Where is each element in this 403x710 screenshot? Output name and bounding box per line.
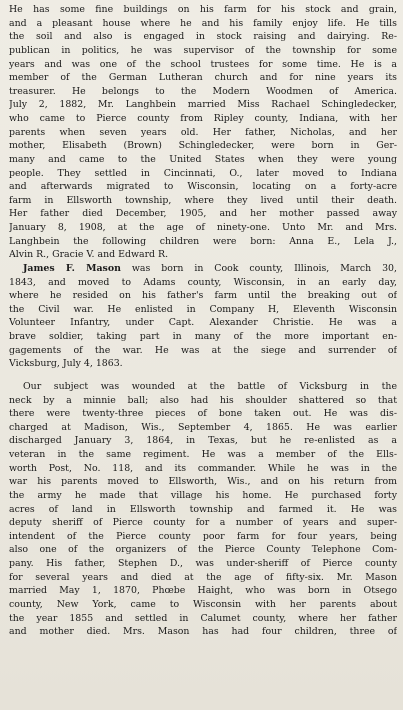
text-line: the army he made that village his home. He purchased forty	[9, 489, 397, 501]
text-line: where he resided on his father's farm until the breaking out of	[9, 290, 397, 302]
text-line: parents when seven years old. Her father, Nicholas, and her	[9, 126, 397, 138]
text-line: Vicksburg, July 4, 1863.	[9, 358, 123, 370]
text-line: for several years and died at the age of fifty-six. Mr. Mason	[9, 571, 397, 583]
text-line: veteran in the same regiment. He was a member of the Ells-	[9, 449, 397, 460]
text-line: who came to Pierce county from Ripley county, Indiana, with her	[9, 113, 397, 124]
text-line: publican in politics, he was supervisor of the township for some	[9, 44, 397, 56]
text-line: Her father died December, 1905, and her mother passed away	[9, 208, 397, 220]
text-line: discharged January 3, 1864, in Texas, but he re-enlisted as a	[9, 435, 397, 447]
text-line: charged at Madison, Wis., September 4, 1865. He was earlier	[9, 421, 397, 433]
text-line: brave soldier, taking part in many of the more important en-	[9, 331, 397, 342]
text-line: Alvin R., Gracie V. and Edward R.	[9, 249, 169, 261]
text-line: there were twenty-three pieces of bone taken out. He was dis-	[9, 408, 397, 420]
paragraph-gap	[9, 371, 397, 380]
text-line: worth Post, No. 118, and its commander. While he was in the	[9, 462, 397, 474]
text-line: intendent of the Pierce county poor farm for four years, being	[9, 530, 397, 542]
text-line: July 2, 1882, Mr. Langhbein married Miss Rachael Schingledecker,	[9, 99, 397, 111]
body-text	[9, 3, 397, 639]
text-line: and a pleasant house where he and his family enjoy life. He tills	[9, 17, 397, 29]
text-line: people. They settled in Cincinnati, O., later moved to Indiana	[9, 167, 397, 179]
text-line: pany. His father, Stephen D., was under-sheriff of Pierce county	[9, 558, 397, 569]
paragraph-langhbein	[9, 3, 397, 262]
text-line	[9, 262, 397, 276]
text-fragment: was born in Cook county, Illinois, March 30,	[120, 262, 397, 274]
text-line: married May 1, 1870, Phœbe Haight, who was born in Otsego	[9, 585, 397, 597]
text-line: war his parents moved to Ellsworth, Wis., and on his return from	[9, 476, 397, 488]
text-line: neck by a minnie ball; also had his shoulder shattered so that	[9, 394, 397, 406]
text-line: the Civil war. He enlisted in Company H, Eleventh Wisconsin	[9, 303, 397, 315]
text-line: Langhbein the following children were born: Anna E., Lela J.,	[9, 235, 397, 247]
text-line: mother, Elisabeth (Brown) Schingledecker, were born in Ger-	[9, 140, 397, 152]
text-line: also one of the organizers of the Pierce County Telephone Com-	[9, 544, 397, 556]
text-line: treasurer. He belongs to the Modern Woodmen of America.	[9, 85, 397, 97]
text-line: the soil and also is engaged in stock raising and dairying. Re-	[9, 31, 397, 43]
text-line: He has some fine buildings on his farm for his stock and grain,	[9, 4, 397, 15]
text-line: and afterwards migrated to Wisconsin, locating on a forty-acre	[9, 181, 397, 193]
text-line: Volunteer Infantry, under Capt. Alexander Christie. He was a	[9, 317, 397, 329]
text-line: gagements of the war. He was at the siege and surrender of	[9, 344, 397, 356]
text-line: and mother died. Mrs. Mason has had four children, three of	[9, 626, 397, 638]
text-line: the year 1855 and settled in Calumet county, where her father	[9, 612, 397, 624]
text-line: many and came to the United States when they were young	[9, 153, 397, 165]
text-line: deputy sheriff of Pierce county for a number of years and super-	[9, 517, 397, 529]
text-line: years and was one of the school trustees for some time. He is a	[9, 58, 397, 70]
text-line: county, New York, came to Wisconsin with her parents about	[9, 598, 397, 610]
text-line: Our subject was wounded at the battle of Vicksburg in the	[23, 380, 397, 392]
paragraph-service	[9, 380, 397, 639]
text-line: acres of land in Ellsworth township and farmed it. He was	[9, 503, 397, 515]
person-name: James F. Mason	[23, 262, 121, 274]
paragraph-mason	[9, 262, 397, 371]
text-line: member of the German Lutheran church and for nine years its	[9, 72, 397, 84]
text-line: January 8, 1908, at the age of ninety-one. Unto Mr. and Mrs.	[9, 222, 397, 233]
text-line: 1843, and moved to Adams county, Wisconsin, in an early day,	[9, 276, 397, 288]
text-line: farm in Ellsworth township, where they lived until their death.	[9, 194, 397, 206]
